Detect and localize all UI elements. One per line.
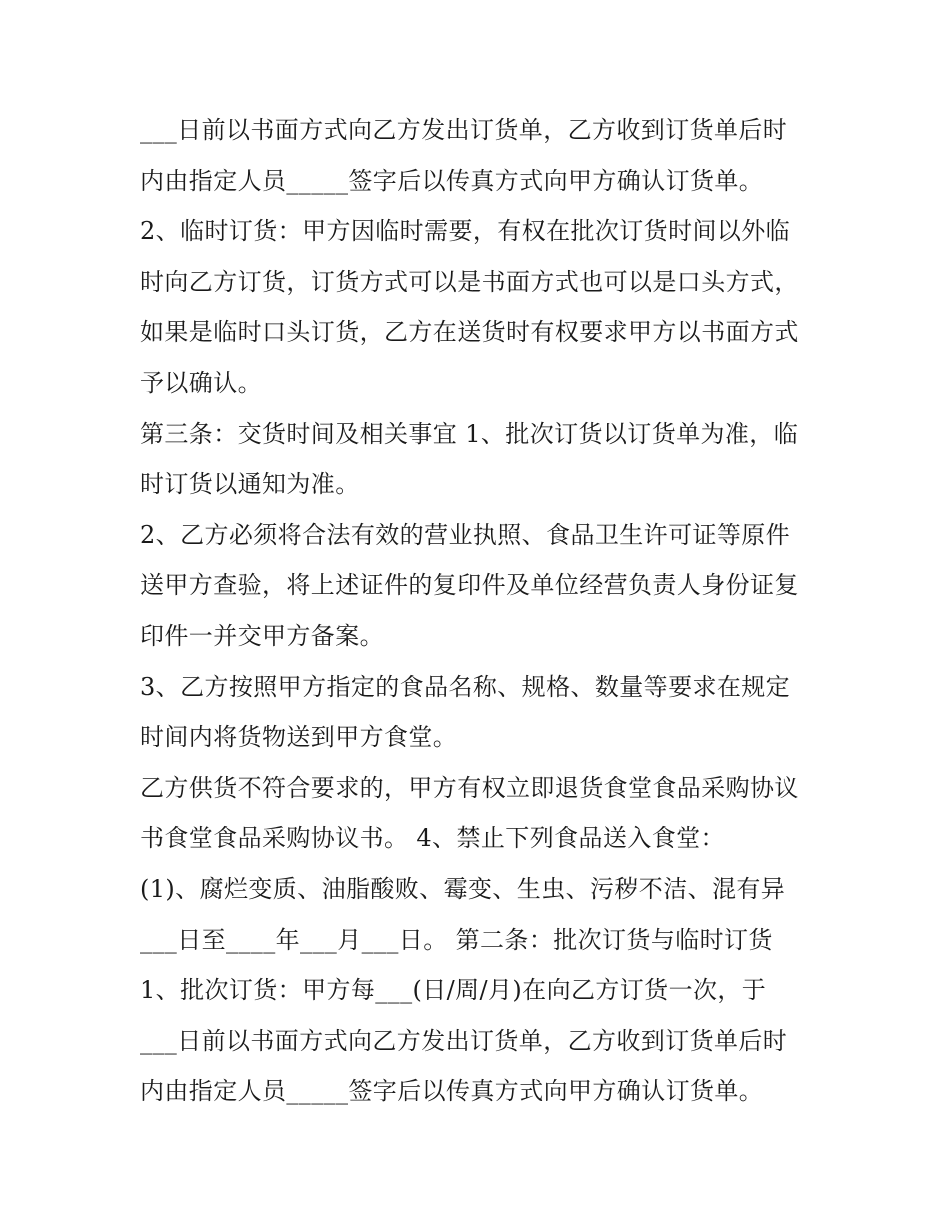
text-line: 时向乙方订货，订货方式可以是书面方式也可以是口头方式， <box>140 267 799 296</box>
document-body <box>140 105 830 1117</box>
text-line: (1)、腐烂变质、油脂酸败、霉变、生虫、污秽不洁、混有异 <box>140 874 786 903</box>
text-line: 书食堂食品采购协议书。 4、禁止下列食品送入食堂： <box>140 824 725 853</box>
text-line: 2、乙方必须将合法有效的营业执照、食品卫生许可证等原件 <box>140 520 791 549</box>
text-line: 印件一并交甲方备案。 <box>140 621 384 650</box>
text-line: 3、乙方按照甲方指定的食品名称、规格、数量等要求在规定 <box>140 672 791 701</box>
text-line: ___日至____年___月___日。 第二条：批次订货与临时订货 <box>140 925 773 954</box>
text-line: 时订货以通知为准。 <box>140 470 360 499</box>
text-line: 送甲方查验，将上述证件的复印件及单位经营负责人身份证复 <box>140 571 799 600</box>
text-line: 内由指定人员_____签字后以传真方式向甲方确认订货单。 <box>140 1077 764 1106</box>
text-line: ___日前以书面方式向乙方发出订货单，乙方收到订货单后时 <box>140 1026 788 1055</box>
text-line: 乙方供货不符合要求的，甲方有权立即退货食堂食品采购协议 <box>140 773 799 802</box>
text-line: 予以确认。 <box>140 368 262 397</box>
text-line: 内由指定人员_____签字后以传真方式向甲方确认订货单。 <box>140 166 764 195</box>
text-line: ___日前以书面方式向乙方发出订货单，乙方收到订货单后时 <box>140 116 788 144</box>
text-line: 2、临时订货：甲方因临时需要，有权在批次订货时间以外临 <box>140 217 791 246</box>
text-line: 如果是临时口头订货，乙方在送货时有权要求甲方以书面方式 <box>140 318 799 347</box>
text-line: 时间内将货物送到甲方食堂。 <box>140 723 458 752</box>
text-line: 1、批次订货：甲方每___(日/周/月)在向乙方订货一次，于 <box>140 976 767 1005</box>
text-line: 第三条：交货时间及相关事宜 1、批次订货以订货单为准，临 <box>140 419 799 448</box>
